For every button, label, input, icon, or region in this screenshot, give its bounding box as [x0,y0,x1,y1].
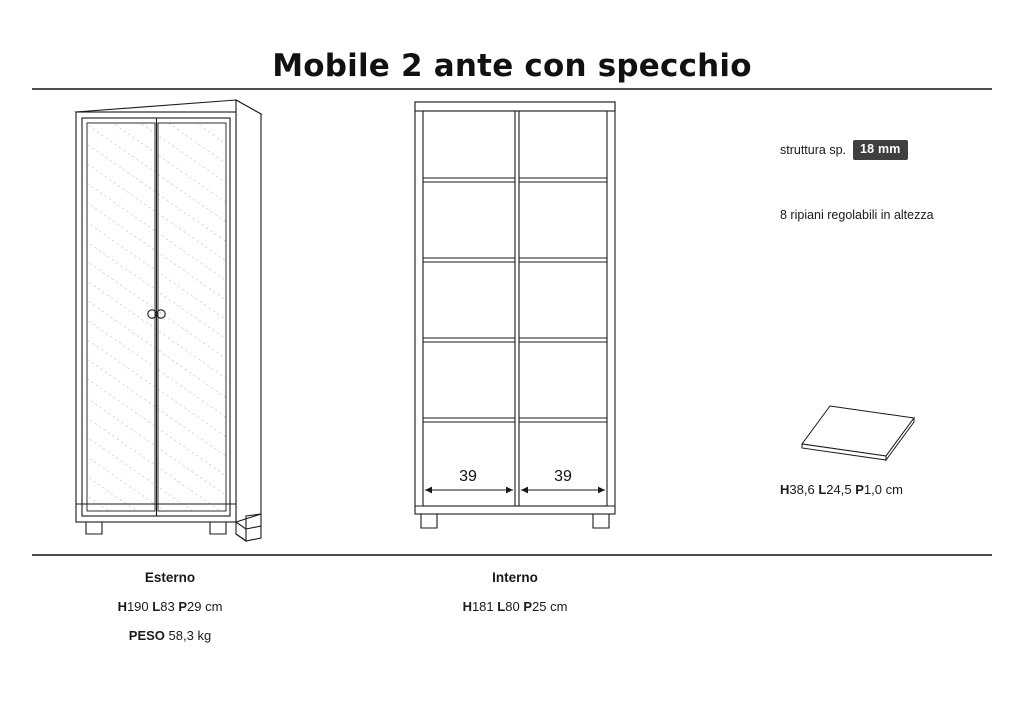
exterior-h-label: H [117,599,127,614]
interior-p-value: 25 [532,599,547,614]
exterior-caption-title: Esterno [144,570,196,585]
interior-caption-title: Interno [492,570,538,585]
exterior-view-drawing [40,92,360,552]
shelves-note: 8 ripiani regolabili in altezza [780,208,934,222]
interior-caption [415,568,615,617]
interior-p-label: P [523,599,532,614]
shelf-dimensions [780,482,1010,497]
shelf-p-label: P [855,482,864,497]
interior-measure-right: 39 [554,468,572,485]
exterior-l-value: 83 [160,599,175,614]
divider-top [32,88,992,90]
interior-view-drawing [395,92,655,552]
shelf-unit: cm [885,482,903,497]
exterior-l-label: L [152,599,161,614]
interior-dimensions [415,597,615,617]
shelf-h-value: 38,6 [789,482,815,497]
interior-l-value: 80 [505,599,520,614]
shelf-l-label: L [818,482,827,497]
interior-h-label: H [462,599,472,614]
structure-thickness-row [780,140,1000,160]
exterior-unit: cm [205,599,223,614]
exterior-weight [60,626,280,646]
interior-l-label: L [497,599,506,614]
weight-value: 58,3 kg [168,628,212,643]
structure-thickness-badge: 18 mm [853,140,908,160]
interior-measure-left: 39 [459,468,477,485]
shelf-isometric-drawing [790,400,940,470]
page-title: Mobile 2 ante con specchio [272,48,752,84]
exterior-dimensions [60,597,280,617]
shelf-h-label: H [780,482,790,497]
exterior-caption [60,568,280,646]
divider-bottom [32,554,992,556]
exterior-p-label: P [178,599,187,614]
structure-thickness-label: struttura sp. [780,142,846,157]
exterior-p-value: 29 [187,599,202,614]
exterior-h-value: 190 [126,599,149,614]
weight-label: PESO [128,628,165,643]
shelf-p-value: 1,0 [863,482,882,497]
interior-h-value: 181 [471,599,494,614]
shelf-l-value: 24,5 [826,482,852,497]
interior-unit: cm [550,599,568,614]
